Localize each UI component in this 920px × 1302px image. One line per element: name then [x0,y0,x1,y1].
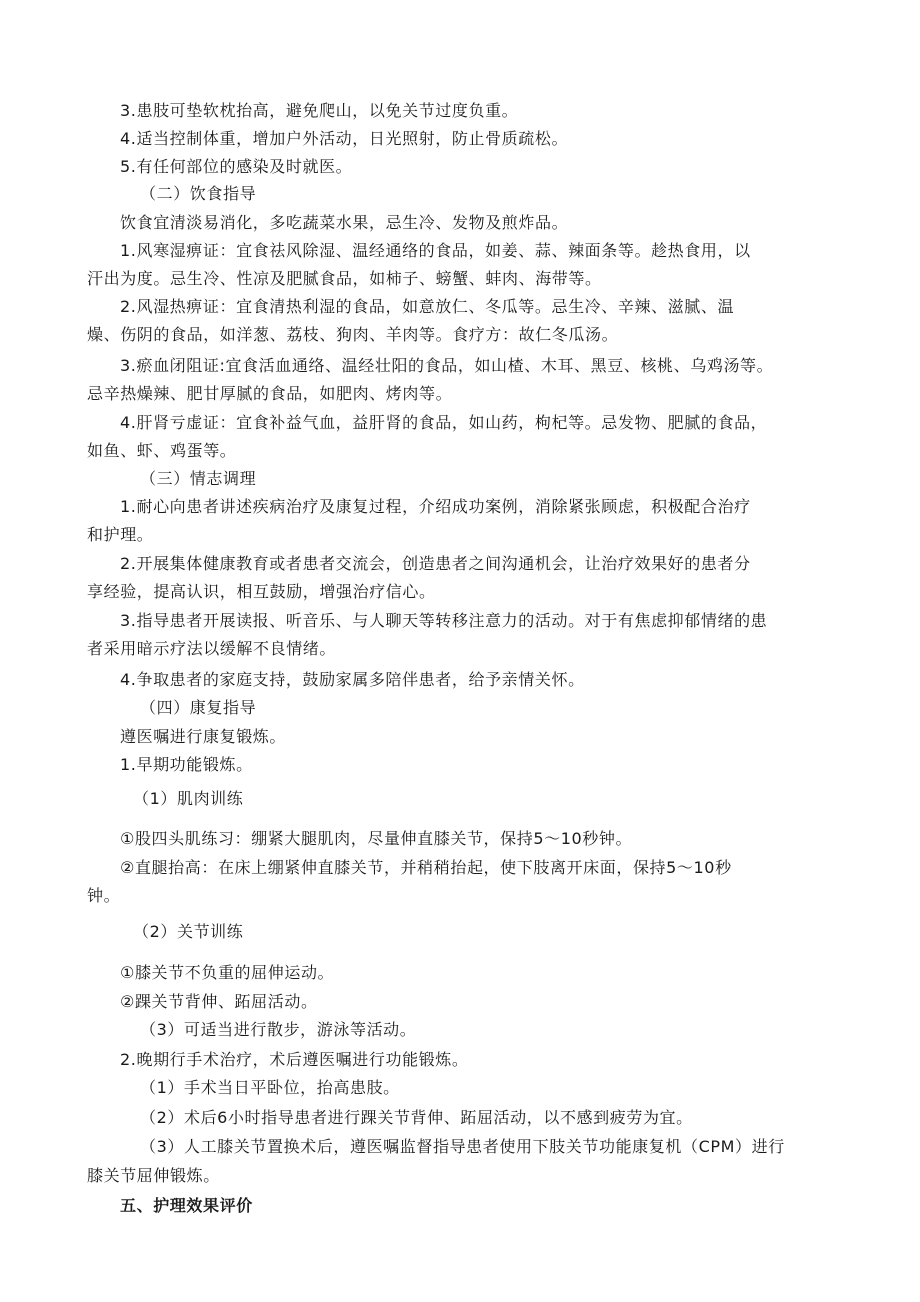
text-line: 3.患肢可垫软枕抬高，避免爬山，以免关节过度负重。 [120,101,519,120]
text-line: 2.开展集体健康教育或者患者交流会，创造患者之间沟通机会，让治疗效果好的患者分 [120,554,751,573]
text-line: 遵医嘱进行康复锻炼。 [120,727,287,746]
text-line: 3.指导患者开展读报、听音乐、与人聊天等转移注意力的活动。对于有焦虑抑郁情绪的患 [120,611,768,630]
text-line: 1.早期功能锻炼。 [120,755,253,774]
text-line: ①膝关节不负重的屈伸运动。 [120,963,335,982]
text-line: （3）可适当进行散步，游泳等活动。 [140,1020,417,1039]
text-line: 1.风寒湿痹证：宜食祛风除湿、温经通络的食品，如姜、蒜、辣面条等。趁热食用，以 [120,241,751,260]
text-line: 和护理。 [87,525,154,544]
text-line: （1）手术当日平卧位，抬高患肢。 [140,1078,400,1097]
text-line: ②直腿抬高：在床上绷紧伸直膝关节，并稍稍抬起，使下肢离开床面，保持5～10秒 [120,858,732,877]
text-line: （3）人工膝关节置换术后，遵医嘱监督指导患者使用下肢关节功能康复机（CPM）进行 [140,1137,785,1156]
sub-heading: （1）肌肉训练 [133,789,244,808]
text-line: 燥、伤阴的食品，如洋葱、荔枝、狗肉、羊肉等。食疗方：故仁冬瓜汤。 [87,325,619,344]
section-heading: （二）饮食指导 [140,184,257,203]
text-line: 忌辛热燥辣、肥甘厚腻的食品，如肥肉、烤肉等。 [87,384,453,403]
text-line: 享经验，提高认识，相互鼓励，增强治疗信心。 [87,582,436,601]
section-heading: （四）康复指导 [140,698,257,717]
text-line: 钟。 [87,886,121,905]
text-line: 饮食宜清淡易消化，多吃蔬菜水果，忌生冷、发物及煎炸品。 [120,213,569,232]
section-heading: （三）情志调理 [140,469,257,488]
text-line: 4.肝肾亏虚证：宜食补益气血，益肝肾的食品，如山药，枸杞等。忌发物、肥腻的食品， [120,413,768,432]
text-line: ①股四头肌练习：绷紧大腿肌肉，尽量伸直膝关节，保持5～10秒钟。 [120,829,633,848]
sub-heading: （2）关节训练 [133,922,244,941]
text-line: 1.耐心向患者讲述疾病治疗及康复过程，介绍成功案例，消除紧张顾虑，积极配合治疗 [120,497,751,516]
text-line: 如鱼、虾、鸡蛋等。 [87,441,237,460]
text-line: 3.瘀血闭阻证:宜食活血通络、温经壮阳的食品，如山楂、木耳、黑豆、核桃、乌鸡汤等。 [120,356,774,375]
section-heading: 五、护理效果评价 [120,1196,253,1215]
text-line: 2.晚期行手术治疗，术后遵医嘱进行功能锻炼。 [120,1050,469,1069]
text-line: 4.适当控制体重，增加户外活动，日光照射，防止骨质疏松。 [120,129,569,148]
text-line: 2.风湿热痹证：宜食清热利湿的食品，如意放仁、冬瓜等。忌生冷、辛辣、滋腻、温 [120,297,735,316]
text-line: 者采用暗示疗法以缓解不良情绪。 [87,639,337,658]
text-line: （2）术后6小时指导患者进行踝关节背伸、跖屈活动，以不感到疲劳为宜。 [140,1108,693,1127]
text-line: 汗出为度。忌生冷、性凉及肥腻食品，如柿子、螃蟹、蚌肉、海带等。 [87,269,602,288]
text-line: 膝关节屈伸锻炼。 [87,1166,220,1185]
text-line: 4.争取患者的家庭支持，鼓励家属多陪伴患者，给予亲情关怀。 [120,670,585,689]
text-line: ②踝关节背伸、跖屈活动。 [120,992,318,1011]
text-line: 5.有任何部位的感染及时就医。 [120,157,353,176]
